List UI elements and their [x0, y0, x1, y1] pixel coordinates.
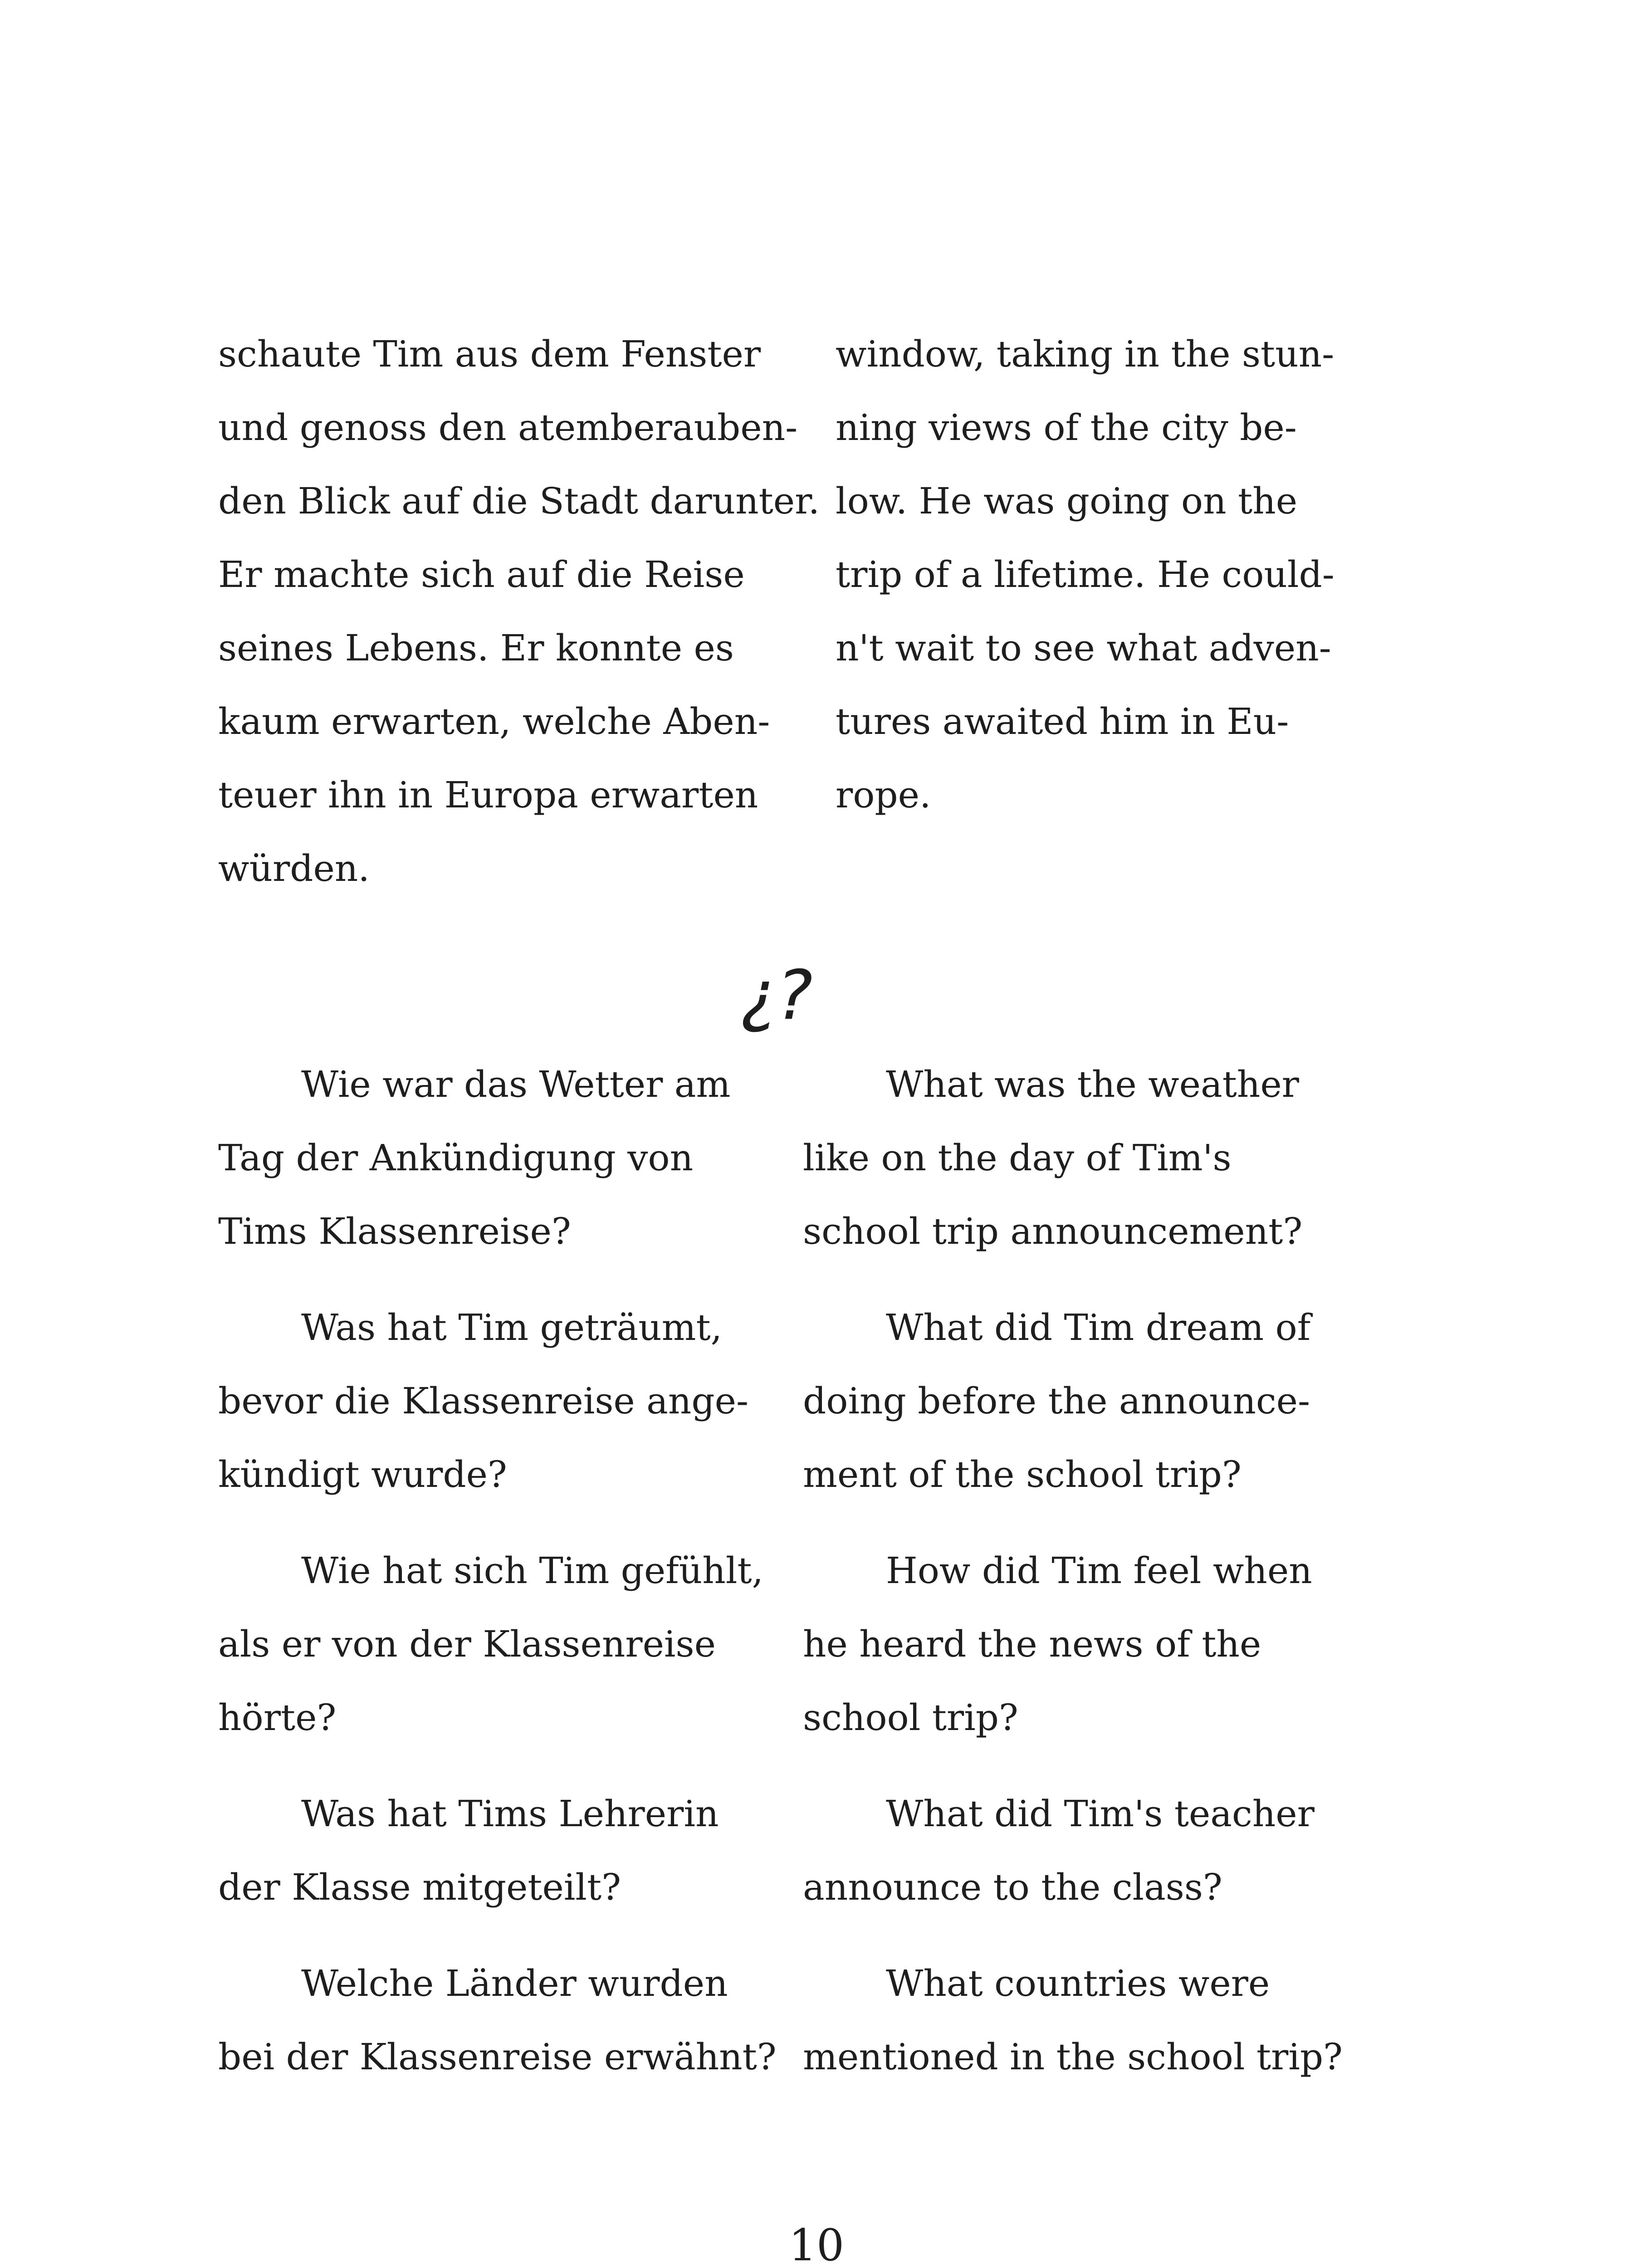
question-german — [218, 1777, 719, 1924]
question-german-line: Was hat Tims Lehrerin — [301, 1793, 719, 1835]
question-english-line: What did Tim dream of — [886, 1306, 1311, 1349]
question-german-line: Welche Länder wurden — [301, 1962, 728, 2004]
story-german-line: schaute Tim aus dem Fenster — [218, 333, 761, 375]
question-german-line: bei der Klassenreise erwähnt? — [218, 2036, 777, 2078]
question-german-line: Wie hat sich Tim gefühlt, — [301, 1549, 763, 1592]
question-english-line: What countries were — [886, 1962, 1270, 2004]
story-german-line: würden. — [218, 847, 370, 890]
story-english-line: window, taking in the stun- — [836, 333, 1335, 375]
question-english-line: school trip? — [803, 1696, 1018, 1739]
question-marks-separator: ¿? — [740, 956, 813, 1035]
question-german-line: hörte? — [218, 1696, 337, 1739]
question-english-line: How did Tim feel when — [886, 1549, 1312, 1592]
question-english-line: ment of the school trip? — [803, 1453, 1242, 1496]
question-german — [218, 1947, 777, 2094]
story-english-line: n't wait to see what adven- — [836, 627, 1331, 669]
question-german-line: Tag der Ankündigung von — [218, 1137, 694, 1179]
question-german-line: Wie war das Wetter am — [301, 1063, 731, 1105]
page-number: 10 — [788, 2220, 845, 2268]
question-german-line: kündigt wurde? — [218, 1453, 507, 1496]
question-english-line: mentioned in the school trip? — [803, 2036, 1343, 2078]
question-german-line: der Klasse mitgeteilt? — [218, 1866, 621, 1908]
question-english — [803, 1947, 1343, 2094]
question-german — [218, 1534, 763, 1755]
story-german-line: Er machte sich auf die Reise — [218, 553, 745, 596]
question-english-line: doing before the announce- — [803, 1380, 1310, 1422]
question-german-line: als er von der Klassenreise — [218, 1623, 716, 1665]
story-german-line: seines Lebens. Er konnte es — [218, 627, 734, 669]
story-german-line: den Blick auf die Stadt darunter. — [218, 480, 820, 522]
question-english-line: school trip announcement? — [803, 1210, 1303, 1252]
story-german-line: teuer ihn in Europa erwarten — [218, 774, 758, 816]
story-german-line: kaum erwarten, welche Aben- — [218, 700, 770, 743]
question-german-line: Was hat Tim geträumt, — [301, 1306, 723, 1349]
question-english — [803, 1291, 1310, 1511]
question-english — [803, 1048, 1302, 1268]
story-english-line: rope. — [836, 774, 931, 816]
story-english-line: ning views of the city be- — [836, 406, 1297, 449]
question-english — [803, 1777, 1315, 1924]
question-german — [218, 1291, 748, 1511]
question-english-line: like on the day of Tim's — [803, 1137, 1232, 1179]
question-german — [218, 1048, 730, 1268]
question-english-line: announce to the class? — [803, 1866, 1222, 1908]
story-english-column — [836, 318, 1335, 832]
story-english-line: trip of a lifetime. He could- — [836, 553, 1335, 596]
question-english-line: What did Tim's teacher — [886, 1793, 1315, 1835]
story-english-line: tures awaited him in Eu- — [836, 700, 1289, 743]
story-german-column — [218, 318, 820, 905]
question-german-line: bevor die Klassenreise ange- — [218, 1380, 748, 1422]
story-german-line: und genoss den atemberauben- — [218, 406, 798, 449]
question-english-line: What was the weather — [886, 1063, 1299, 1105]
question-german-line: Tims Klassenreise? — [218, 1210, 571, 1252]
story-english-line: low. He was going on the — [836, 480, 1298, 522]
question-english-line: he heard the news of the — [803, 1623, 1261, 1665]
question-english — [803, 1534, 1312, 1755]
